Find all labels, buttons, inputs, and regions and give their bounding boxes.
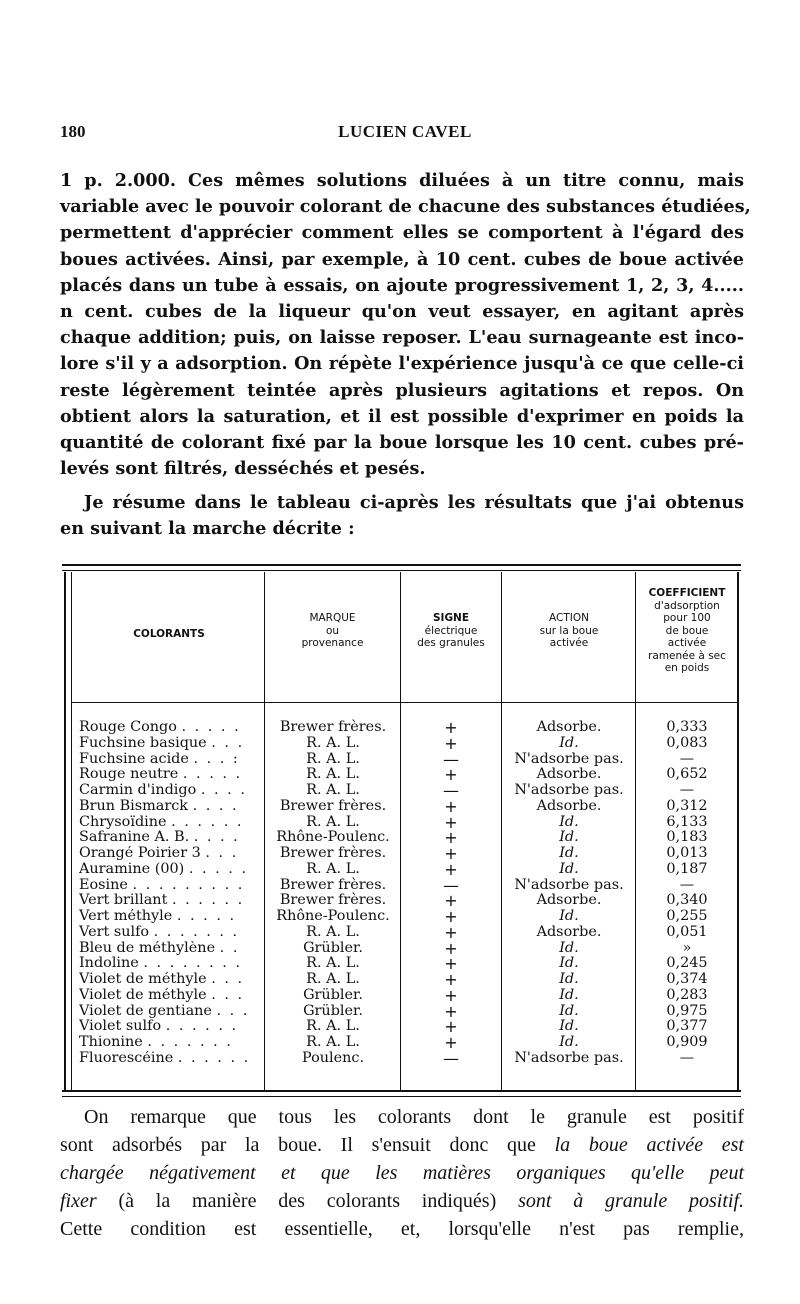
text-run: (à la manière des colorants indiqués) [118,1190,497,1212]
table-row [0,749,800,769]
action-cell: Id. [559,1034,579,1050]
coefficient-cell: 0,340 [666,892,708,909]
header-line: MARQUE [309,612,356,624]
colorant-label: Violet sulfo [79,1019,162,1035]
leader-dots: . . . . . . . . [143,956,243,972]
action-cell: Id. [559,1018,579,1035]
sign-cell: + [444,828,458,848]
table-bottom-rule [62,1090,741,1092]
colorant-name [79,925,262,941]
paragraph-method [60,168,751,482]
column-header-coefficient [637,587,737,675]
colorant-name [79,909,262,925]
table-row [0,972,800,988]
leader-dots: . . . . . . [171,893,245,909]
column-header-marque [265,612,400,650]
coefficient-cell: 0,083 [666,734,708,751]
header-line: COEFFICIENT [648,587,726,599]
text-line: placés dans un tube à essais, on ajoute progressivement 1, 2, 3, 4..... [60,274,744,296]
coefficient-cell: 0,187 [666,860,708,877]
text-line: permettent d'apprécier comment elles se comportent à l'égard des [60,222,744,244]
sign-cell: + [444,907,458,926]
header-line: ramenée à sec [648,649,726,662]
table-row [0,938,800,958]
sign-cell: + [444,859,458,879]
text-line: n cent. cubes de la liqueur qu'on veut essayer, en agitant après [60,301,744,323]
brand-cell: Grübler. [303,986,363,1003]
colorant-label: Auramine (00) [79,861,185,877]
sign-cell: — [443,781,459,800]
brand-cell: R. A. L. [306,860,360,877]
table-row [0,922,800,942]
sign-cell: — [443,749,459,769]
brand-cell: Brewer frères. [279,876,387,893]
table-row [0,846,800,862]
colorant-name [79,988,262,1004]
action-cell: N'adsorbe pas. [514,876,624,893]
colorant-name [79,1019,262,1035]
table-row [0,956,800,972]
coefficient-cell: 0,051 [666,923,708,940]
coefficient-cell: 0,377 [666,1018,708,1035]
colorant-label: Thionine [79,1035,143,1050]
table-row [0,875,800,895]
paragraph-table-intro [60,490,744,542]
coefficient-cell: 0,283 [666,986,708,1003]
colorant-name [79,1051,262,1067]
leader-dots: . . . . . . . [153,924,240,940]
sign-cell: + [444,1033,458,1052]
header-line: COLORANTS [133,628,205,640]
leader-dots: . . . : [193,751,240,767]
table-row [0,909,800,925]
coefficient-cell: 0,374 [666,971,708,987]
leader-dots: . . . . . [188,861,249,877]
text-line: 1 p. 2.000. Ces mêmes solutions diluées à un titre connu, mais [60,170,744,191]
sign-cell: + [444,796,458,816]
leader-dots: . . . [216,1003,250,1019]
sign-cell: + [444,891,458,911]
sign-cell: + [444,954,458,974]
table-row [0,830,800,846]
colorant-name [79,783,262,799]
brand-cell: R. A. L. [306,782,360,798]
header-line: électrique [424,624,478,637]
leader-dots: . . . . . . [177,1050,251,1066]
colorant-label: Fuchsine acide [79,751,189,767]
text-line: quantité de colorant fixé par la boue lorsque les 10 cent. cubes pré- [60,432,744,454]
text-line: chargée négativement et que les matières organiques qu'elle peut [60,1162,744,1184]
action-cell: Adsorbe. [536,719,602,735]
colorant-label: Rouge neutre [79,767,179,783]
leader-dots: . . . [211,987,245,1003]
leader-dots: . . . [211,972,245,987]
action-cell: Id. [559,845,579,861]
brand-cell: Rhône-Poulenc. [276,908,390,924]
sign-cell: + [444,938,458,958]
sign-cell: + [444,985,458,1005]
paragraph-conclusion [60,1103,744,1243]
leader-dots: . . . . . . [171,814,244,830]
colorant-name [79,862,262,878]
text-run-italic: sont à granule positif. [518,1190,745,1212]
action-cell: N'adsorbe pas. [514,1049,624,1066]
brand-cell: R. A. L. [306,923,360,940]
text-line: obtient alors la saturation, et il est possible d'exprimer en poids la [60,405,744,427]
brand-cell: Brewer frères. [279,797,387,814]
table-row [0,1035,800,1051]
header-line: ACTION [549,612,589,624]
coefficient-cell: — [679,1049,695,1066]
brand-cell: Grübler. [303,1002,363,1019]
table-row [0,767,800,783]
text-line: levés sont filtrés, desséchés et pesés. [60,458,426,480]
text-line: lore s'il y a adsorption. On répète l'expérience jusqu'à ce que celle-ci [60,353,744,375]
text-run-italic: fixer [60,1190,97,1212]
page-header [60,122,750,152]
text-line: Cette condition est essentielle, et, lorsqu'elle n'est pas remplie, [60,1218,744,1240]
brand-cell: Rhône-Poulenc. [276,829,390,846]
action-cell: Id. [559,955,579,972]
table-row [0,796,800,816]
page-number: 180 [60,122,86,141]
table-row [0,733,800,753]
action-cell: Id. [559,908,579,924]
sign-cell: + [444,844,458,863]
colorant-label: Eosine [79,877,128,893]
colorant-label: Chrysoïdine [79,814,167,830]
colorant-label: Fuchsine basique [79,735,207,751]
colorant-name [79,846,262,862]
header-line: pour 100 [663,612,711,624]
colorant-label: Violet de méthyle [79,972,207,987]
coefficient-cell: 0,183 [666,829,708,846]
leader-dots: . . . . . [181,720,241,735]
header-line: provenance [301,637,364,649]
brand-cell: R. A. L. [306,734,360,751]
header-line: de boue [665,624,709,637]
table-top-rule [62,564,741,566]
text-run: sont adsorbés par la boue. Il s'ensuit donc que [60,1134,536,1156]
leader-dots: . . . [205,846,239,861]
brand-cell: Brewer frères. [279,845,387,861]
header-line: activée [667,637,707,649]
coefficient-cell: 0,245 [666,955,708,972]
colorant-label: Safranine A. B. [79,830,190,846]
table-row [0,720,800,736]
sign-cell: + [444,733,458,753]
colorant-name [79,972,262,988]
colorant-name [79,1035,262,1051]
sign-cell: + [444,922,458,942]
text-line: chaque addition; puis, on laisse reposer. L'eau surnageante est inco- [60,327,744,349]
colorant-name [79,752,262,768]
text-line: reste légèrement teintée après plusieurs agitations et repos. On [60,379,744,401]
table-row [0,1001,800,1021]
coefficient-cell: — [679,876,695,893]
action-cell: Id. [559,734,579,751]
colorant-name [79,767,262,783]
brand-cell: R. A. L. [306,750,360,767]
leader-dots: . . . . . . . [147,1035,233,1050]
text-line: boues activées. Ainsi, par exemple, à 10 cent. cubes de boue activée [60,248,744,270]
leader-dots: . . . . . [182,767,243,783]
header-line: des granules [417,637,485,649]
coefficient-cell: 0,909 [666,1034,708,1050]
colorant-name [79,720,262,736]
table-row [0,812,800,832]
action-cell: N'adsorbe pas. [514,782,624,798]
brand-cell: R. A. L. [306,1018,360,1035]
action-cell: Id. [559,813,579,830]
colorant-label: Carmin d'indigo [79,783,197,798]
coefficient-cell: 0,975 [666,1002,708,1019]
brand-cell: R. A. L. [306,1034,360,1050]
header-line: sur la boue [539,624,599,637]
action-cell: Adsorbe. [536,797,602,814]
colorant-name [79,893,262,909]
leader-dots: . . . . . . . . . [132,877,245,893]
colorant-label: Violet de gentiane [79,1003,212,1019]
action-cell: Id. [559,939,579,956]
leader-dots: . . . . [193,830,240,846]
brand-cell: Poulenc. [301,1049,365,1066]
leader-dots: . . . . . . [165,1019,239,1035]
colorant-name [79,830,262,846]
coefficient-cell: 6,133 [666,813,708,830]
leader-dots: . . [219,940,240,956]
colorant-label: Vert méthyle [79,909,173,924]
column-header-signe [401,612,501,650]
brand-cell: R. A. L. [306,971,360,987]
table-top-rule-inner [62,570,741,571]
coefficient-cell: 0,312 [666,797,708,814]
colorant-name [79,941,262,957]
action-cell: Id. [559,986,579,1003]
sign-cell: + [444,1017,458,1037]
table-row [0,859,800,879]
sign-cell: — [443,1048,459,1068]
leader-dots: . . . . [192,798,239,814]
coefficient-cell: 0,652 [666,766,708,783]
colorant-name [79,815,262,831]
action-cell: Adsorbe. [536,766,602,783]
coefficient-cell: 0,013 [666,845,708,861]
colorant-name [79,878,262,894]
text-run-italic: la boue activée est [554,1134,744,1156]
coefficient-cell: 0,255 [666,908,708,924]
brand-cell: R. A. L. [306,955,360,972]
leader-dots: . . . [211,735,245,751]
leader-dots: . . . . [200,783,247,798]
table-row [0,1019,800,1035]
brand-cell: Brewer frères. [279,892,387,909]
text-line [60,1187,744,1215]
header-line: d'adsorption [654,599,720,612]
text-line [60,1131,744,1159]
colorant-label: Brun Bismarck [79,798,189,814]
action-cell: Adsorbe. [536,923,602,940]
colorant-name [79,1004,262,1020]
header-line: SIGNE [432,612,470,624]
coefficient-cell: — [679,750,695,767]
table-bottom-rule-inner [62,1096,741,1097]
table-header-rule [72,702,738,703]
colorant-label: Bleu de méthylène [79,940,216,956]
action-cell: Id. [559,829,579,846]
action-cell: Id. [559,860,579,877]
running-title: LUCIEN CAVEL [338,122,472,141]
colorant-label: Orangé Poirier 3 [79,846,201,861]
sign-cell: + [444,970,458,989]
header-line: activée [549,637,589,649]
brand-cell: Grübler. [303,939,363,956]
sign-cell: + [444,1001,458,1021]
coefficient-cell: — [679,782,695,798]
colorant-name [79,799,262,815]
brand-cell: Brewer frères. [279,719,387,735]
header-line: ou [325,624,340,637]
column-header-action [503,612,635,650]
colorant-label: Violet de méthyle [79,987,207,1003]
sign-cell: + [444,718,458,737]
colorant-label: Rouge Congo [79,720,177,735]
column-header-colorants [74,628,264,641]
action-cell: Adsorbe. [536,892,602,909]
text-line: On remarque que tous les colorants dont le granule est positif [84,1106,744,1128]
sign-cell: — [443,875,459,895]
brand-cell: R. A. L. [306,766,360,783]
header-line: en poids [664,662,710,674]
table-body [0,720,800,1067]
colorant-label: Vert sulfo [79,924,150,940]
action-cell: N'adsorbe pas. [514,750,624,767]
sign-cell: + [444,765,458,785]
table-row [0,893,800,909]
action-cell: Id. [559,971,579,987]
colorant-name [79,736,262,752]
table-row [0,1048,800,1068]
colorant-name [79,956,262,972]
leader-dots: . . . . . [176,909,237,924]
action-cell: Id. [559,1002,579,1019]
table-row [0,783,800,799]
coefficient-cell: 0,333 [666,719,708,735]
table-row [0,985,800,1005]
colorant-label: Indoline [79,956,139,972]
text-line: variable avec le pouvoir colorant de chacune des substances étudiées, [60,196,751,218]
colorant-label: Fluorescéine [79,1050,174,1066]
text-line: en suivant la marche décrite : [60,518,355,540]
brand-cell: R. A. L. [306,813,360,830]
colorant-label: Vert brillant [79,893,168,909]
sign-cell: + [444,812,458,832]
text-line: Je résume dans le tableau ci-après les résultats que j'ai obtenus [84,492,744,513]
coefficient-cell: » [682,939,692,956]
